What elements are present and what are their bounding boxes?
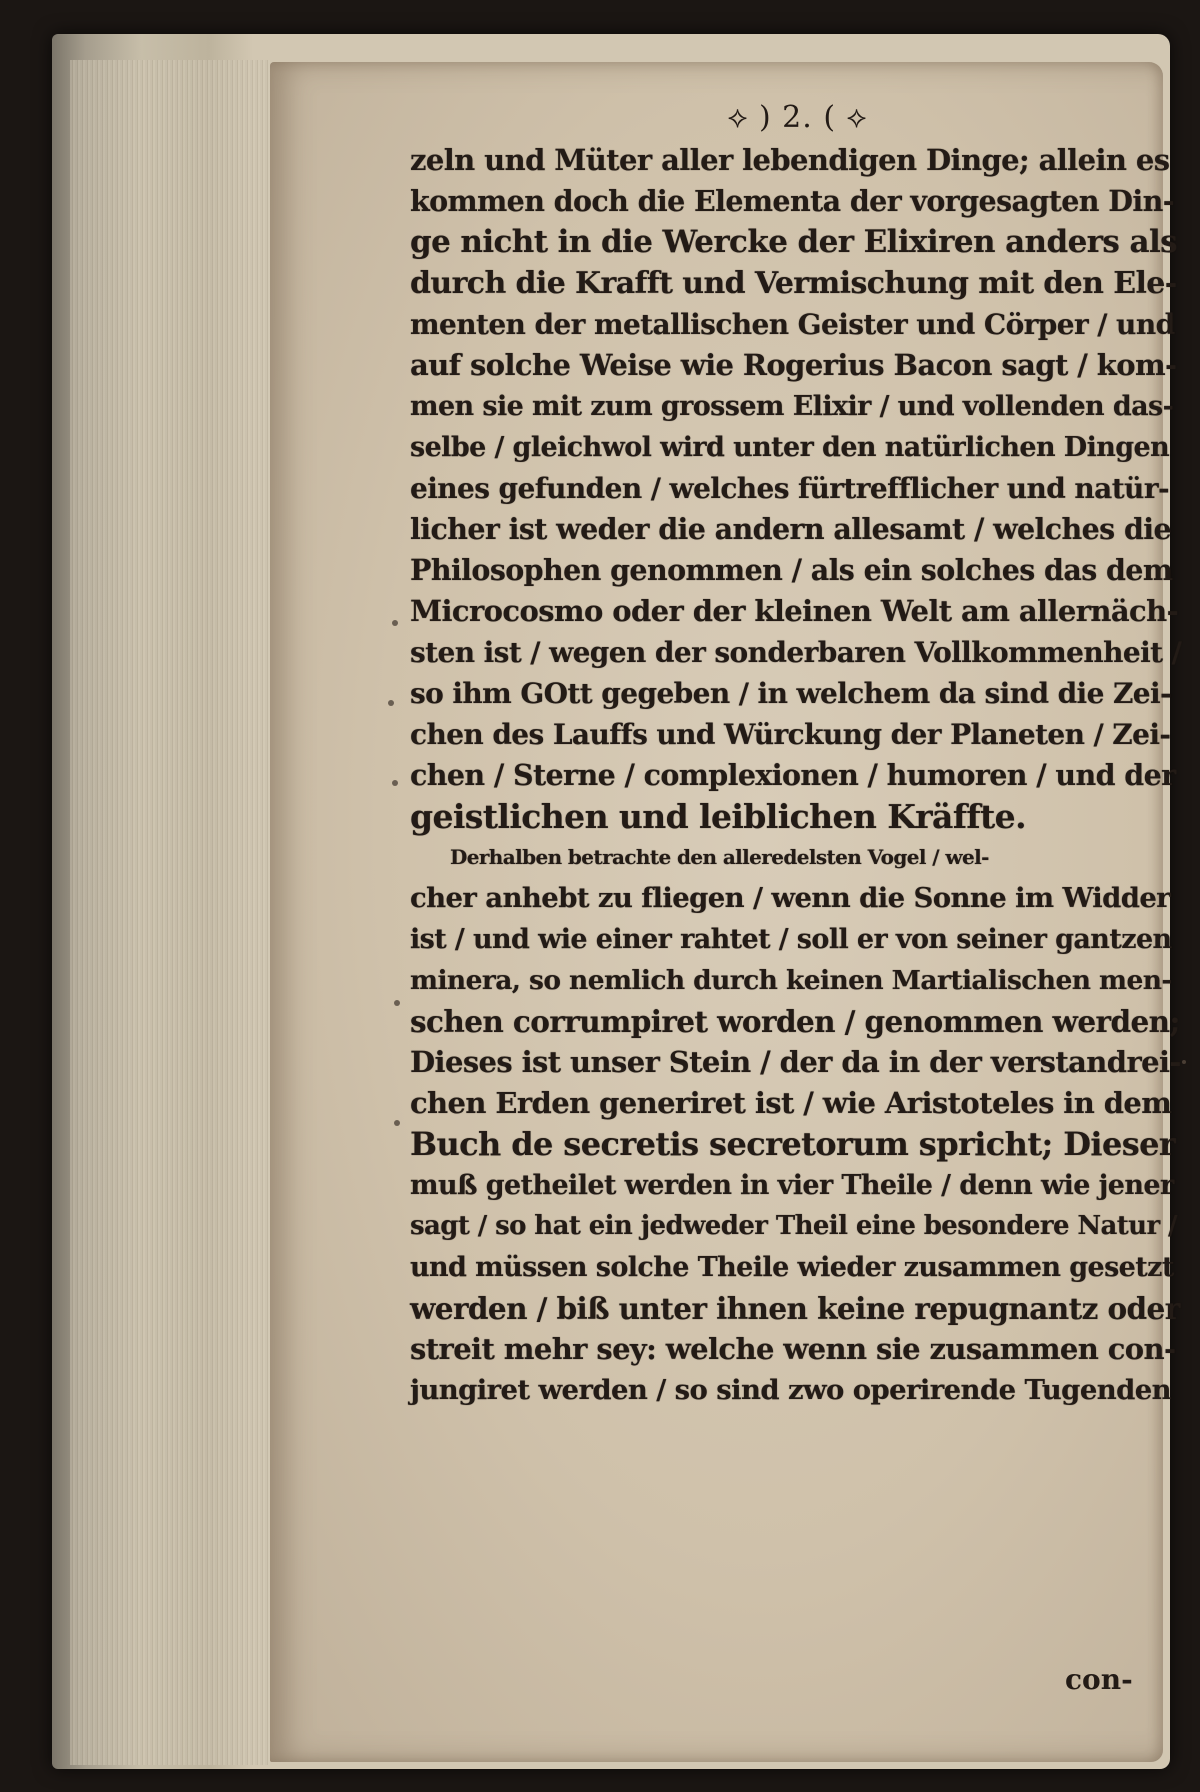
text-line: werden / biß unter ihnen keine repugnantz oder bbox=[410, 1291, 1180, 1326]
text-line: geistlichen und leiblichen Kräffte. bbox=[410, 797, 1026, 836]
page-edges bbox=[70, 60, 270, 1765]
text-line: durch die Krafft und Vermischung mit den Ele- bbox=[410, 266, 1177, 301]
text-line: Buch de secretis secretorum spricht; Dieser bbox=[410, 1125, 1176, 1163]
catchword: con- bbox=[1065, 1663, 1133, 1696]
text-line: eines gefunden / welches fürtrefflicher und natür- bbox=[410, 472, 1169, 505]
text-line: kommen doch die Elementa der vorgesagten Din- bbox=[410, 184, 1174, 218]
text-line: men sie mit zum grossem Elixir / und vollenden das- bbox=[410, 391, 1174, 422]
text-line: jungiret werden / so sind zwo operirende Tugenden bbox=[410, 1374, 1172, 1406]
page-text bbox=[410, 96, 1180, 1411]
text-line: ge nicht in die Wercke der Elixiren anders als bbox=[410, 224, 1177, 260]
margin-mark bbox=[392, 780, 398, 786]
text-line: streit mehr sey: welche wenn sie zusammen con- bbox=[410, 1332, 1176, 1366]
text-line: Derhalben betrachte den alleredelsten Vogel / wel- bbox=[450, 845, 989, 869]
page-number-header: ⟡ ) 2. ( ⟡ bbox=[727, 100, 868, 135]
text-line: cher anhebt zu fliegen / wenn die Sonne im Widder bbox=[410, 882, 1171, 914]
margin-mark bbox=[1182, 1060, 1186, 1064]
text-line: chen des Lauffs und Würckung der Planeten / Zei- bbox=[410, 718, 1171, 751]
text-line: ist / und wie einer rahtet / soll er von seiner gantzen bbox=[410, 924, 1172, 955]
text-line: schen corrumpiret worden / genommen werden; bbox=[410, 1004, 1180, 1039]
text-line: auf solche Weise wie Rogerius Bacon sagt / kom- bbox=[410, 348, 1177, 382]
text-line: minera, so nemlich durch keinen Martialischen men- bbox=[410, 965, 1172, 996]
margin-mark bbox=[388, 700, 394, 706]
margin-mark bbox=[394, 1000, 400, 1006]
text-line: sagt / so hat ein jedweder Theil eine besondere Natur / bbox=[410, 1211, 1177, 1241]
text-line: selbe / gleichwol wird unter den natürlichen Dingen bbox=[410, 432, 1170, 463]
text-line: muß getheilet werden in vier Theile / denn wie jener bbox=[410, 1170, 1174, 1201]
text-line: Microcosmo oder der kleinen Welt am allernäch- bbox=[410, 594, 1179, 628]
text-line: Dieses ist unser Stein / der da in der verstandrei- bbox=[410, 1045, 1181, 1079]
text-line: chen Erden generiret ist / wie Aristoteles in dem bbox=[410, 1086, 1172, 1120]
text-line: so ihm GOtt gegeben / in welchem da sind die Zei- bbox=[410, 677, 1172, 710]
text-line: menten der metallischen Geister und Cörper / und bbox=[410, 308, 1175, 341]
text-line: Philosophen genommen / als ein solches das dem bbox=[410, 553, 1173, 587]
text-line: licher ist weder die andern allesamt / welches die bbox=[410, 512, 1172, 546]
text-line: sten ist / wegen der sonderbaren Vollkommenheit / bbox=[410, 636, 1182, 669]
margin-mark bbox=[394, 1120, 400, 1126]
text-line: chen / Sterne / complexionen / humoren / und der bbox=[410, 758, 1176, 792]
margin-mark bbox=[392, 620, 398, 626]
text-line: zeln und Müter aller lebendigen Dinge; allein es bbox=[410, 143, 1170, 177]
text-line: und müssen solche Theile wieder zusammen gesetzt bbox=[410, 1252, 1174, 1283]
